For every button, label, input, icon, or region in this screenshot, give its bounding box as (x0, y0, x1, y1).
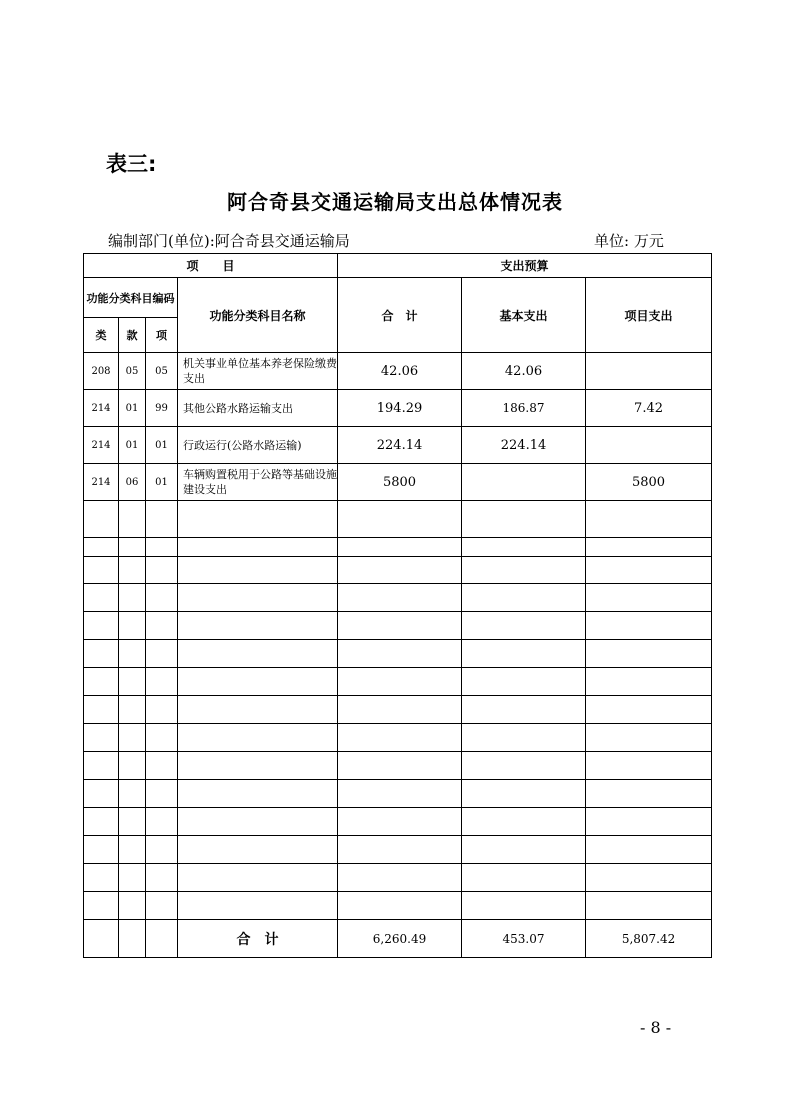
empty-row (84, 538, 712, 557)
empty-row (84, 892, 712, 920)
cell-xiang: 05 (146, 353, 178, 390)
empty-row (84, 584, 712, 612)
empty-row (84, 808, 712, 836)
table-row (84, 464, 712, 501)
table-row (84, 427, 712, 464)
cell-total: 194.29 (338, 390, 462, 427)
cell-project: 7.42 (586, 390, 712, 427)
cell-basic: 186.87 (462, 390, 586, 427)
header-lei: 类 (84, 318, 119, 353)
empty-row (84, 752, 712, 780)
section-heading: 表三: (106, 152, 157, 176)
empty-row (84, 501, 712, 538)
empty-row (84, 696, 712, 724)
cell-total: 42.06 (338, 353, 462, 390)
header-item: 项 目 (84, 254, 338, 278)
header-func-name: 功能分类科目名称 (178, 278, 338, 353)
cell-name: 车辆购置税用于公路等基础设施建设支出 (178, 464, 338, 501)
cell-name: 机关事业单位基本养老保险缴费支出 (178, 353, 338, 390)
empty-row (84, 780, 712, 808)
total-sum: 6,260.49 (338, 920, 462, 958)
cell-basic (462, 464, 586, 501)
cell-xiang: 99 (146, 390, 178, 427)
cell-basic: 224.14 (462, 427, 586, 464)
cell-kuan: 01 (119, 390, 146, 427)
total-project: 5,807.42 (586, 920, 712, 958)
total-row (84, 920, 712, 958)
cell-xiang: 01 (146, 464, 178, 501)
cell-lei: 214 (84, 464, 119, 501)
total-label: 合 计 (178, 920, 338, 958)
cell-project (586, 427, 712, 464)
cell-lei: 214 (84, 427, 119, 464)
empty-row (84, 612, 712, 640)
empty-row (84, 864, 712, 892)
empty-row (84, 836, 712, 864)
total-basic: 453.07 (462, 920, 586, 958)
cell-name: 行政运行(公路水路运输) (178, 427, 338, 464)
expenditure-table (83, 253, 712, 958)
cell-name: 其他公路水路运输支出 (178, 390, 338, 427)
empty-row (84, 557, 712, 584)
header-xiang: 项 (146, 318, 178, 353)
page-number: - 8 - (640, 1018, 672, 1037)
table-row (84, 353, 712, 390)
header-total: 合 计 (338, 278, 462, 353)
table-row (84, 390, 712, 427)
empty-row (84, 724, 712, 752)
cell-kuan: 01 (119, 427, 146, 464)
unit-label: 单位: 万元 (594, 232, 664, 250)
cell-project (586, 353, 712, 390)
cell-kuan: 06 (119, 464, 146, 501)
cell-kuan: 05 (119, 353, 146, 390)
header-budget: 支出预算 (338, 254, 712, 278)
cell-total: 5800 (338, 464, 462, 501)
cell-basic: 42.06 (462, 353, 586, 390)
empty-row (84, 668, 712, 696)
cell-total: 224.14 (338, 427, 462, 464)
cell-project: 5800 (586, 464, 712, 501)
empty-row (84, 640, 712, 668)
header-project: 项目支出 (586, 278, 712, 353)
page-title: 阿合奇县交通运输局支出总体情况表 (227, 190, 563, 214)
cell-xiang: 01 (146, 427, 178, 464)
header-kuan: 款 (119, 318, 146, 353)
header-func-class: 功能分类科目编码 (84, 278, 178, 318)
dept-label: 编制部门(单位):阿合奇县交通运输局 (108, 232, 350, 250)
cell-lei: 208 (84, 353, 119, 390)
header-basic: 基本支出 (462, 278, 586, 353)
cell-lei: 214 (84, 390, 119, 427)
